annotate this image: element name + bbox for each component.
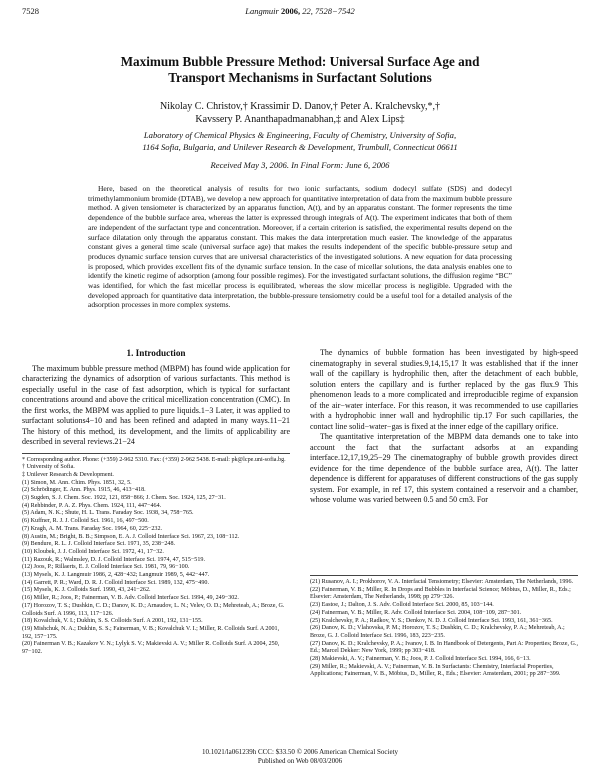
title-line-2: Transport Mechanisms in Surfactant Solutions xyxy=(168,70,432,85)
reference-item: (25) Kralchevsky, P. A.; Radkov, Y. S.; Denkov, N. D. J. Colloid Interface Sci. 1993, 161, 361−365. xyxy=(310,617,553,624)
published-line: Published on Web 08/03/2006 xyxy=(257,757,343,765)
title-line-1: Maximum Bubble Pressure Method: Universal Surface Age and xyxy=(120,54,480,69)
section-heading-introduction: 1. Introduction xyxy=(126,348,186,358)
footnote-item: (6) Kuffner, R. J. J. Colloid Sci. 1961, 16, 497−500. xyxy=(22,518,149,525)
article-title xyxy=(60,54,540,86)
journal-citation xyxy=(22,6,578,16)
footnote-item: (7) Kragh, A. M. Trans. Faraday Soc. 1964, 60, 225−232. xyxy=(22,525,163,532)
footnote-item: (11) Razouk, R.; Walmsley, D. J. Colloid Interface Sci. 1974, 47, 515−519. xyxy=(22,556,205,563)
right-paragraph-1: The dynamics of bubble formation has been investigated by high-speed cinematography in several studies.9,14,15,17 It was established that if the inner wall of the capillary is hydrophilic then, after the detachment of each bubble, solution enters the capillary and is further replaced by the gas flux.9 This phenomenon leads to a more complicated and irreproducible regime of expansion of the air−water interface. For this reason, it was recommended to use capillaries with a hydrophobic inner wall and hydrophilic tip.17 For such capillaries, the contact line solid−water−gas is fixed at the inner edge of the capillary orifice. xyxy=(310,348,578,431)
received-dates: Received May 3, 2006. In Final Form: June 6, 2006 xyxy=(210,160,390,170)
reference-item: (24) Fainerman, V. B.; Miller, R. Adv. Colloid Interface Sci. 2004, 108−109, 287−301. xyxy=(310,609,522,616)
journal-name: Langmuir xyxy=(245,6,279,16)
footnote-item: (19) Mishchuk, N. A.; Dukhin, S. S.; Fainerman, V. B.; Kovalchuk V. I.; Miller, R. Colloids Surf. A 2001, 192, 157−175. xyxy=(22,625,280,640)
footnote-item: (14) Garrett, P. R.; Ward, D. R. J. Colloid Interface Sci. 1989, 132, 475−490. xyxy=(22,579,209,586)
footnote-item: (13) Mysels, K. J. Langmuir 1986, 2, 428−432; Langmuir 1989, 5, 442−447. xyxy=(22,572,210,579)
reference-item: (27) Danov, K. D.; Kralchevsky, P. A.; Ivanov, I. B. In Handbook of Detergents, Part A: Properties; Broze, G., Ed.; Marcel Dekker: New York, 1999; pp 303−418. xyxy=(310,640,578,655)
references-list xyxy=(310,575,578,679)
intro-paragraph-1: The maximum bubble pressure method (MBPM) has found wide application for characterizing the dynamics of adsorption of various surfactants. This method is especially useful in the case of fast adsorption, which is typical for surfactant concentrations around and above the critical micellization concentration (CMC). In the first works, the MBPM was applied to pure liquids.1−3 Later, it was applied to surfactant solutions4−10 and has been refined and adapted in many ways.11−21 The history of this method, its development, and the limits of applicability are described in several reviews.21−24 xyxy=(22,363,290,446)
abstract-paragraph: Here, based on the theoretical analysis of results for two ionic surfactants, sodium dodecyl sulfate (SDS) and dodecyl trimethylammonium bromide (DTAB), we develop a new approach for quantitative interpretation of data from the maximum bubble pressure method. A given tensiometer is characterized by an apparatus function, A(t), and by an apparatus constant. The former represents the time dependence of the bubble surface area, whereas the latter is expressed through integrals of A(t). The experiment indicates that both of them are independent of the surfactant type and concentration. Moreover, if a certain criterion is satisfied, the experimental results depend on the surface dilatation only through the apparatus constant. This makes the data interpretation much easier. The knowledge of the apparatus constant gives a general time scale (universal surface age) that makes the results independent of the specific bubble-pressure setup and produces dynamic surface tension curves that are universal characteristics of the investigated solutions. A new equation for data processing is proposed, which provides excellent fits of the dynamic surface tension. In the case of micellar solutions, the data analysis enables one to identify the kinetic regime of adsorption (among four possible regimes). For the investigated surfactant solutions, the diffusion regime “BC” was identified, for which the fast micellar process is equilibrated, whereas the slow micellar process is negligible. Upgraded with the developed approach for quantitative data interpretation, the bubble-pressure tensiometry could be a useful tool for a detailed analysis of the adsorption processes in more complex systems. xyxy=(88,184,512,310)
reference-item: (26) Danov, K. D.; Vlahovska, P. M.; Horozov, T. S.; Dushkin, C. D.; Kralchevsky, P. A.; Mehreteab, A.; Broze, G. J. Colloid Interface Sci. 1996, 183, 223−235. xyxy=(310,625,565,639)
reference-item: (23) Eastoe, J.; Dalton, J. S. Adv. Colloid Interface Sci. 2000, 85, 103−144. xyxy=(310,602,494,609)
right-paragraph-2: The quantitative interpretation of the MBPM data demands one to take into account the fact that the surfactant adsorbs at an expanding interface.12,17,19,25−29 The cinematography of bubble growth provides direct evidence for the time dependence of the bubble surface area, A(t). The latter dependence is different for apparatuses of different constructions of the gas supply system. For example, in ref 17, this system contained a reservoir and a chamber, whose volume was varied between 0.5 and 50 cm3. For xyxy=(310,432,578,504)
footnote-item: (16) Miller, R.; Joos, P.; Fainerman, V. B. Adv. Colloid Interface Sci. 1994, 49, 249−302. xyxy=(22,595,239,602)
authors-line-2: Kavssery P. Ananthapadmanabhan,‡ and Alex Lips‡ xyxy=(195,114,405,125)
footnotes xyxy=(22,453,290,657)
footnote-item: (4) Rehbinder, P. A. Z. Phys. Chem. 1924, 111, 447−464. xyxy=(22,502,162,509)
affiliations xyxy=(40,130,560,153)
right-column xyxy=(310,348,578,506)
page-footer xyxy=(0,748,600,766)
affiliation-line-1: Laboratory of Chemical Physics & Engineering, Faculty of Chemistry, University of Sofia, xyxy=(143,130,457,140)
footnote-item: (3) Sugden, S. J. Chem. Soc. 1922, 121, 858−866; J. Chem. Soc. 1924, 125, 27−31. xyxy=(22,495,226,502)
footnote-item: (15) Mysels, K. J. Colloids Surf. 1990, 43, 241−262. xyxy=(22,587,151,594)
footnote-item: * Corresponding author. Phone: (+359) 2-962 5310. Fax: (+359) 2-962 5438. E-mail: pk@lcpe.uni-sofia.bg. xyxy=(22,456,286,463)
footnote-item: (10) Kloubek, J. J. Colloid Interface Sci. 1972, 41, 17−32. xyxy=(22,548,164,555)
page-number: 7528 xyxy=(22,6,39,16)
journal-year: 2006, xyxy=(280,6,301,16)
reference-item: (22) Fainerman, V. B.; Miller, R. In Drops and Bubbles in Interfacial Science; Möbius, D., Miller, R., Eds.; Elsevier: Amsterdam, The Netherlands, 1998; pp 279−326. xyxy=(310,586,571,601)
doi-line: 10.1021/la061239h CCC: $33.50 © 2006 American Chemical Society xyxy=(201,748,399,756)
footnote-item: (1) Simon, M. Ann. Chim. Phys. 1851, 32, 5. xyxy=(22,479,132,486)
reference-item: (29) Miller, R.; Makievski, A. V.; Fainerman, V. B. In Surfactants: Chemistry, Interfacial Properties, Applications; Fainerman, V. B., Möbius, D., Miller, R., Eds.; Elsevier: Amsterdam, 2001; pp 287−399. xyxy=(310,663,561,678)
journal-pages: 22, 7528−7542 xyxy=(302,6,355,16)
footnote-item: (12) Joos, P.; Rillaerts, E. J. Colloid Interface Sci. 1981, 79, 96−100. xyxy=(22,564,190,571)
abstract xyxy=(88,184,512,310)
running-header xyxy=(22,6,578,16)
footnote-item: ‡ Unilever Research & Development. xyxy=(22,471,114,478)
footnote-item: (20) Fainerman V. B.; Kazakov V. N.; Lylyk S. V.; Makievski A. V.; Miller R. Colloids Surf. A 2004, 250, 97−102. xyxy=(22,641,280,656)
footnote-item: (18) Kovalchuk, V. I.; Dukhin, S. S. Colloids Surf. A 2001, 192, 131−155. xyxy=(22,618,203,625)
author-list xyxy=(50,100,550,126)
affiliation-line-2: 1164 Sofia, Bulgaria, and Unilever Research & Development, Trumbull, Connecticut 06611 xyxy=(142,141,458,152)
reference-item: (21) Rusanov, A. I.; Prokhorov, V. A. Interfacial Tensiometry; Elsevier: Amsterdam, The Netherlands, 1996. xyxy=(310,579,574,585)
reference-item: (28) Makievski, A. V.; Fainerman, V. B.; Joos, P. J. Colloid Interface Sci. 1994, 166, 6−13. xyxy=(310,656,531,663)
footnote-item: (2) Schrödinger, E. Ann. Phys. 1915, 46, 413−418. xyxy=(22,487,146,494)
authors-line-1: Nikolay C. Christov,† Krassimir D. Danov,† Peter A. Kralchevsky,*,† xyxy=(160,101,440,112)
footnote-item: (8) Austin, M.; Bright, B. B.; Simpson, E. A. J. Colloid Interface Sci. 1967, 23, 108−112. xyxy=(22,533,240,540)
footnote-item: (5) Adam, N. K.; Shute, H. L. Trans. Faraday Soc. 1938, 34, 758−765. xyxy=(22,510,194,517)
footnote-item: (9) Bendure, R. L. J. Colloid Interface Sci. 1971, 35, 238−248. xyxy=(22,541,176,548)
footnote-item: † University of Sofia. xyxy=(22,464,75,471)
footnote-item: (17) Horozov, T. S.; Dushkin, C. D.; Danov, K. D.; Arnaudov, L. N.; Velev, O. D.; Mehreteab, A.; Broze, G. Colloids Surf. A 1996, 113, 117−126. xyxy=(22,602,285,617)
left-column xyxy=(22,348,290,657)
